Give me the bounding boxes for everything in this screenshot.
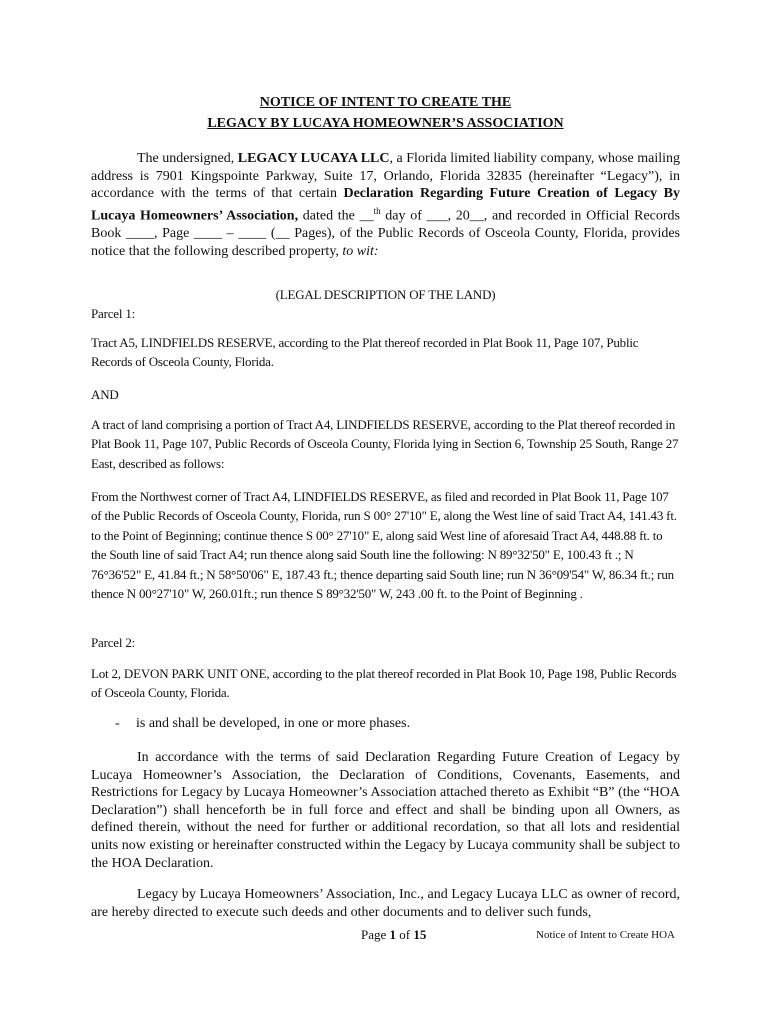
title-line-2: LEGACY BY LUCAYA HOMEOWNER’S ASSOCIATION <box>207 116 564 131</box>
metes-and-bounds: From the Northwest corner of Tract A4, LINDFIELDS RESERVE, as filed and recorded in Plat Book 11, Page 107 of the Public Records of Osceola County, Florida, run S 00° 27'10" E, along the West line of said Tract A4, 141.43 ft. to the Point of Beginning; continue thence S 00° 27'10" E, along said West line of aforesaid Tract A4, 448.88 ft. to the South line of said Tract A4; run thence along said South line the following: N 89°32'50" E, 100.43 ft .; N 76°36'52" E, 41.84 ft.; N 58°50'06" E, 187.43 ft.; thence departing said South line; run N 36°09'54" W, 86.34 ft.; run thence N 00°27'10" W, 260.01ft.; run thence S 89°32'50" W, 243 .00 ft. to the Point of Beginning . <box>91 489 677 602</box>
bullet-text: is and shall be developed, in one or more phases. <box>136 716 411 731</box>
tract-description: A tract of land comprising a portion of Tract A4, LINDFIELDS RESERVE, according to the Plat thereof recorded in Plat Book 11, Page 107, Public Records of Osceola County, Florida lying in Section 6, Township 25 South, Range 27 East, described as follows: <box>91 417 679 471</box>
page-number: Page 1 of 15 <box>361 927 427 942</box>
and-text: AND <box>91 387 119 402</box>
company-name: LEGACY LUCAYA LLC <box>237 151 390 166</box>
parcel-2-label: Parcel 2: <box>91 635 136 650</box>
parcel-1-label: Parcel 1: <box>91 306 136 321</box>
declaration-title: Declaration Regarding Future Creation of Legacy By Lucaya Homeowners’ Association, <box>91 186 680 224</box>
bullet-dash: - <box>115 716 120 731</box>
accordance-paragraph: In accordance with the terms of said Declaration Regarding Future Creation of Legacy by Lucaya Homeowner’s Association, the Declaration of Conditions, Covenants, Easements, and Restrictions for Legacy by Lucaya Homeowner’s Association attached thereto as Exhibit “B” (the “HOA Declaration”) shall henceforth be in full force and effect and shall be binding upon all Owners, as defined therein, without the need for further or additional recordation, so that all lots and residential units now existing or hereinafter constructed within the Legacy by Lucaya community shall be subject to the HOA Declaration. <box>91 750 680 871</box>
legacy-paragraph: Legacy by Lucaya Homeowners’ Association, Inc., and Legacy Lucaya LLC as owner of record, are hereby directed to execute such deeds and other documents and to deliver such funds, <box>91 887 680 920</box>
parcel-1-text: Tract A5, LINDFIELDS RESERVE, according to the Plat thereof recorded in Plat Book 11, Page 107, Public Records of Osceola County, Florida. <box>91 335 639 370</box>
footer-note: Notice of Intent to Create HOA <box>536 929 675 941</box>
intro-paragraph: The undersigned, LEGACY LUCAYA LLC, a Florida limited liability company, whose mailing address is 7901 Kingspointe Parkway, Suite 17, Orlando, Florida 32835 (hereinafter “Legacy”), in accordance with the terms of that certain Declaration Regarding Future Creation of Legacy By Lucaya Homeowners’ Association, dated the __$^{th}$ day of ___, 20__, and recorded in Official Records Book ____, Page ____ – ____ (__ Pages), of the Public Records of Osceola County, Florida, provides notice that the following described property, to wit: <box>91 151 680 259</box>
parcel-2-text: Lot 2, DEVON PARK UNIT ONE, according to the plat thereof recorded in Plat Book 10, Page 198, Public Records of Osceola County, Florida. <box>91 666 677 701</box>
legal-description-heading: (LEGAL DESCRIPTION OF THE LAND) <box>275 287 496 302</box>
title-line-1: NOTICE OF INTENT TO CREATE THE <box>259 95 512 110</box>
